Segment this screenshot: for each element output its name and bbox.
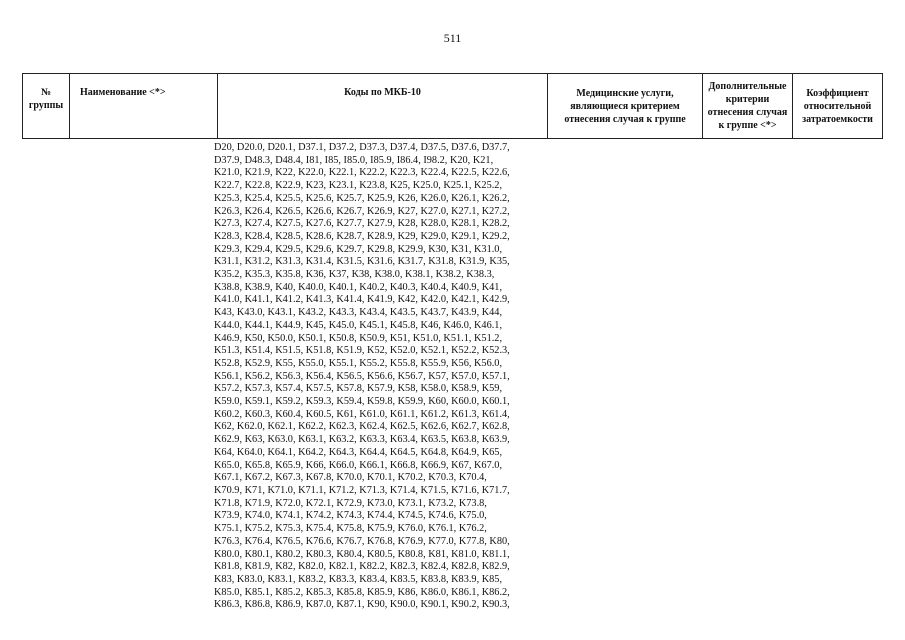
column-header-coefficient: Коэффициент относительной затратоемкости xyxy=(793,74,883,139)
icd-codes-line: K70.9, K71, K71.0, K71.1, K71.2, K71.3, K71.4, K71.5, K71.6, K71.7, xyxy=(214,484,510,496)
icd-codes-line: K62, K62.0, K62.1, K62.2, K62.3, K62.4, K62.5, K62.6, K62.7, K62.8, xyxy=(214,421,510,433)
icd-codes-cell xyxy=(214,142,535,612)
icd-codes-line: K59.0, K59.1, K59.2, K59.3, K59.4, K59.8, K59.9, K60, K60.0, K60.1, xyxy=(214,396,510,408)
icd-codes-line: D20, D20.0, D20.1, D37.1, D37.2, D37.3, D37.4, D37.5, D37.6, D37.7, xyxy=(214,142,510,153)
icd-codes-line: K22.7, K22.8, K22.9, K23, K23.1, K23.8, K25, K25.0, K25.1, K25.2, xyxy=(214,180,503,192)
column-header-name: Наименование <*> xyxy=(70,74,218,139)
icd-codes-line: K41.0, K41.1, K41.2, K41.3, K41.4, K41.9, K42, K42.0, K42.1, K42.9, xyxy=(214,294,510,306)
icd-codes-line: K56.1, K56.2, K56.3, K56.4, K56.5, K56.6, K56.7, K57, K57.0, K57.1, xyxy=(214,370,510,382)
icd-codes-line: K85.0, K85.1, K85.2, K85.3, K85.8, K85.9, K86, K86.0, K86.1, K86.2, xyxy=(214,586,510,598)
icd-codes-line: K31.1, K31.2, K31.3, K31.4, K31.5, K31.6, K31.7, K31.8, K31.9, K35, xyxy=(214,256,510,268)
icd-codes-line: K21.0, K21.9, K22, K22.0, K22.1, K22.2, K22.3, K22.4, K22.5, K22.6, xyxy=(214,167,510,179)
column-header-additional-criteria: Дополнительные критерии отнесения случая к группе <*> xyxy=(703,74,793,139)
column-header-icd-codes: Коды по МКБ-10 xyxy=(218,74,548,139)
icd-codes-line: K65.0, K65.8, K65.9, K66, K66.0, K66.1, K66.8, K66.9, K67, K67.0, xyxy=(214,459,503,471)
icd-codes-line: K62.9, K63, K63.0, K63.1, K63.2, K63.3, K63.4, K63.5, K63.8, K63.9, xyxy=(214,434,510,446)
icd-codes-line: K81.8, K81.9, K82, K82.0, K82.1, K82.2, K82.3, K82.4, K82.8, K82.9, xyxy=(214,561,510,573)
icd-codes-line: K44.0, K44.1, K44.9, K45, K45.0, K45.1, K45.8, K46, K46.0, K46.1, xyxy=(214,319,503,331)
icd-codes-line: K27.3, K27.4, K27.5, K27.6, K27.7, K27.9, K28, K28.0, K28.1, K28.2, xyxy=(214,218,510,230)
icd-codes-line: K83, K83.0, K83.1, K83.2, K83.3, K83.4, K83.5, K83.8, K83.9, K85, xyxy=(214,573,503,585)
icd-codes-line: K35.2, K35.3, K35.8, K36, K37, K38, K38.0, K38.1, K38.2, K38.3, xyxy=(214,269,495,281)
icd-codes-line: K76.3, K76.4, K76.5, K76.6, K76.7, K76.8, K76.9, K77.0, K77.8, K80, xyxy=(214,535,510,547)
icd-codes-line: K29.3, K29.4, K29.5, K29.6, K29.7, K29.8, K29.9, K30, K31, K31.0, xyxy=(214,243,503,255)
icd-codes-line: K51.3, K51.4, K51.5, K51.8, K51.9, K52, K52.0, K52.1, K52.2, K52.3, xyxy=(214,345,510,357)
icd-codes-line: K67.1, K67.2, K67.3, K67.8, K70.0, K70.1, K70.2, K70.3, K70.4, xyxy=(214,472,487,484)
icd-codes-line: K25.3, K25.4, K25.5, K25.6, K25.7, K25.9, K26, K26.0, K26.1, K26.2, xyxy=(214,192,510,204)
table-header xyxy=(22,73,883,139)
icd-codes-line: K71.8, K71.9, K72.0, K72.1, K72.9, K73.0, K73.1, K73.2, K73.8, xyxy=(214,497,487,509)
icd-codes-line: K60.2, K60.3, K60.4, K60.5, K61, K61.0, K61.1, K61.2, K61.3, K61.4, xyxy=(214,408,510,420)
column-header-group-number: № группы xyxy=(23,74,70,139)
icd-codes-line: K38.8, K38.9, K40, K40.0, K40.1, K40.2, K40.3, K40.4, K40.9, K41, xyxy=(214,281,503,293)
icd-codes-line: K73.9, K74.0, K74.1, K74.2, K74.3, K74.4, K74.5, K74.6, K75.0, xyxy=(214,510,487,522)
icd-codes-line: K43, K43.0, K43.1, K43.2, K43.3, K43.4, K43.5, K43.7, K43.9, K44, xyxy=(214,307,503,319)
page-number: 511 xyxy=(443,31,462,45)
icd-codes-line: K64, K64.0, K64.1, K64.2, K64.3, K64.4, K64.5, K64.8, K64.9, K65, xyxy=(214,446,503,458)
icd-codes-line: K52.8, K52.9, K55, K55.0, K55.1, K55.2, K55.8, K55.9, K56, K56.0, xyxy=(214,357,503,369)
icd-codes-line: D37.9, D48.3, D48.4, I81, I85, I85.0, I85.9, I86.4, I98.2, K20, K21, xyxy=(214,154,494,166)
icd-codes-line: K46.9, K50, K50.0, K50.1, K50.8, K50.9, K51, K51.0, K51.1, K51.2, xyxy=(214,332,503,344)
icd-codes-line: K75.1, K75.2, K75.3, K75.4, K75.8, K75.9, K76.0, K76.1, K76.2, xyxy=(214,523,487,535)
icd-codes-line: K80.0, K80.1, K80.2, K80.3, K80.4, K80.5, K80.8, K81, K81.0, K81.1, xyxy=(214,548,510,560)
column-header-medical-services: Медицинские услуги, являющиеся критерием отнесения случая к группе xyxy=(548,74,703,139)
icd-codes-line: K57.2, K57.3, K57.4, K57.5, K57.8, K57.9, K58, K58.0, K58.9, K59, xyxy=(214,383,503,395)
icd-codes-line: K86.3, K86.8, K86.9, K87.0, K87.1, K90, K90.0, K90.1, K90.2, K90.3, xyxy=(214,599,510,611)
icd-codes-line: K28.3, K28.4, K28.5, K28.6, K28.7, K28.9, K29, K29.0, K29.1, K29.2, xyxy=(214,230,510,242)
icd-codes-line: K26.3, K26.4, K26.5, K26.6, K26.7, K26.9, K27, K27.0, K27.1, K27.2, xyxy=(214,205,510,217)
